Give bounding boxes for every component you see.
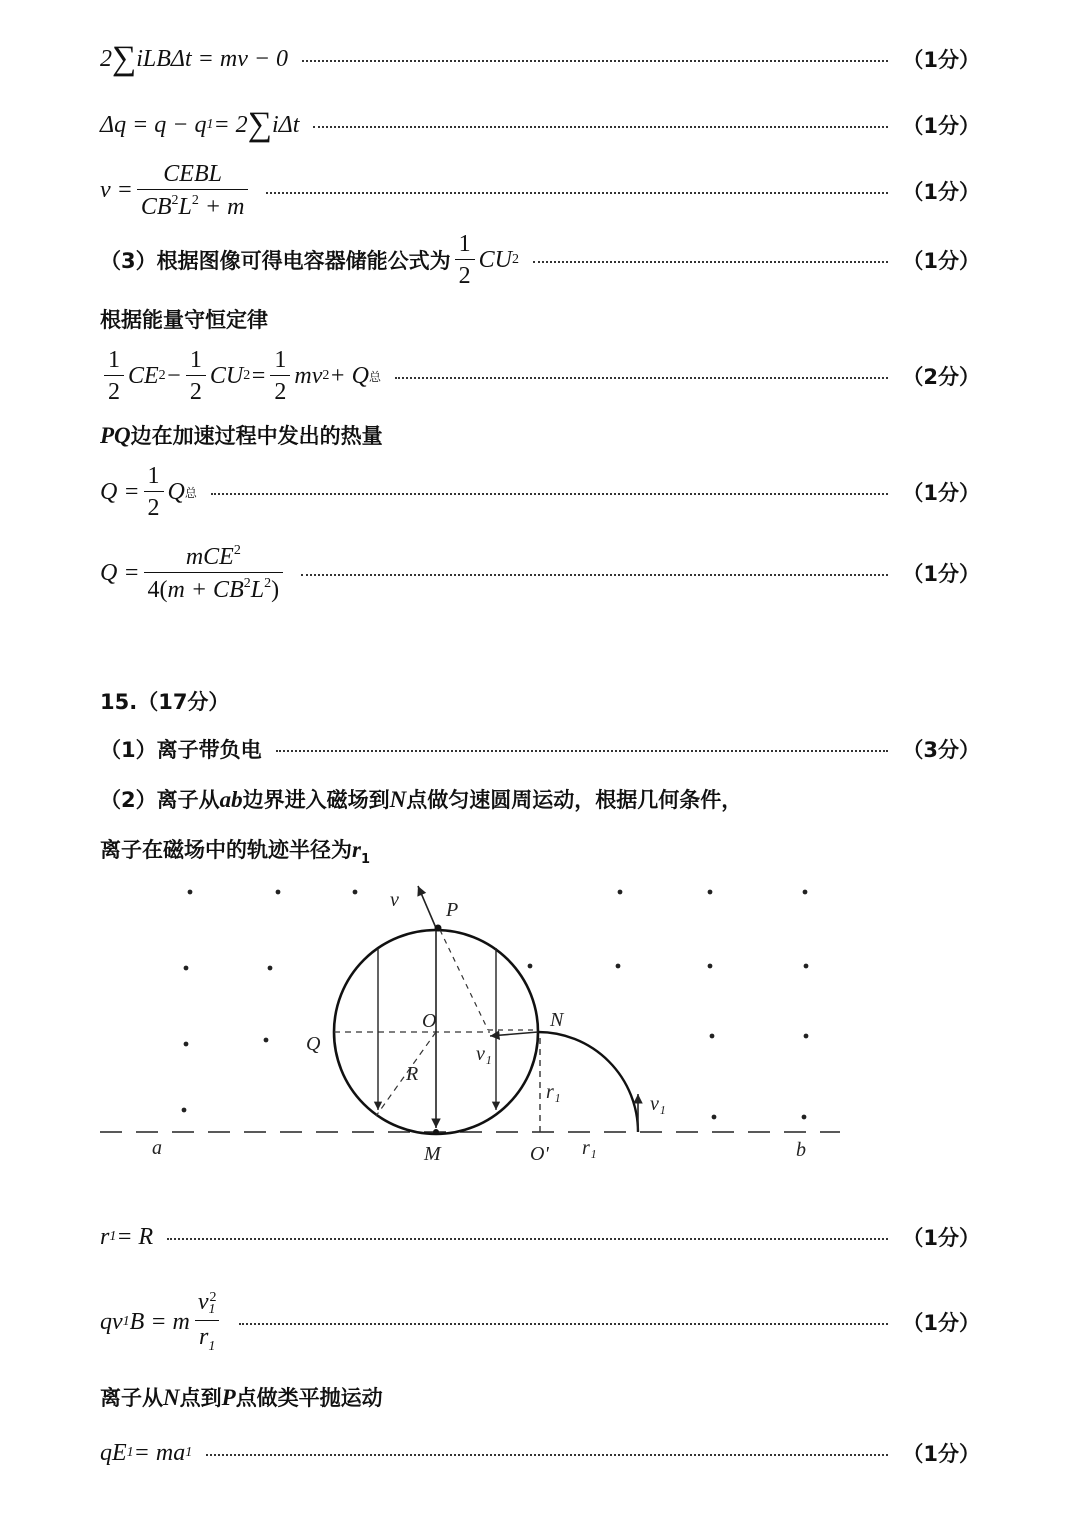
leader-dots xyxy=(395,377,888,379)
leader-dots xyxy=(266,192,888,194)
score-label: （1分） xyxy=(902,1311,980,1335)
text-heat: PQ边在加速过程中发出的热量 xyxy=(100,423,383,448)
equation-velocity xyxy=(100,162,980,219)
radius-heading xyxy=(100,834,980,867)
label-v1-out: v₁ xyxy=(650,1093,666,1115)
math-electric-force: qE 1 = ma 1 xyxy=(100,1439,193,1466)
text-question-15: 15.（17分） xyxy=(100,690,230,714)
leader-dots xyxy=(167,1238,888,1240)
question-15-heading xyxy=(100,686,980,716)
math-velocity: v = $\frac{\text{CEBL}}{CB^2L^2 + m}$ xyxy=(100,162,252,219)
math-radius: r 1 = R xyxy=(100,1223,154,1250)
equation-lorentz xyxy=(100,1290,980,1354)
label-b: b xyxy=(796,1139,806,1161)
text-ion-motion: （2）离子从ab边界进入磁场到N点做匀速圆周运动，根据几何条件， xyxy=(100,787,743,812)
text-energy-conservation: 根据能量守恒定律 xyxy=(100,308,268,332)
energy-conservation-heading xyxy=(100,304,980,334)
score-label: （1分） xyxy=(902,1442,980,1466)
leader-dots xyxy=(301,574,888,576)
ion-motion-line xyxy=(100,784,980,814)
math-impulse: 2 ∑ iLBΔt = mv − 0 xyxy=(100,40,289,77)
leader-dots xyxy=(211,493,888,495)
label-O-prime: O' xyxy=(530,1143,549,1165)
score-label: （3分） xyxy=(902,738,980,762)
equation-electric-force xyxy=(100,1438,980,1468)
math-lorentz: qv 1 B = m $\frac{v_1^2}{r_1}$ xyxy=(100,1290,225,1354)
equation-heat-final xyxy=(100,544,980,602)
score-label: （2分） xyxy=(902,365,980,389)
label-N: N xyxy=(550,1009,564,1031)
leader-dots xyxy=(302,60,888,62)
text-capacitor-energy: （3）根据图像可得电容器储能公式为 xyxy=(100,249,451,273)
text-ion-charge: （1）离子带负电 xyxy=(100,738,262,762)
score-label: （1分） xyxy=(902,481,980,505)
equation-radius xyxy=(100,1222,980,1252)
score-label: （1分） xyxy=(902,48,980,72)
label-R: R xyxy=(406,1063,419,1085)
label-a: a xyxy=(152,1137,162,1159)
score-label: （1分） xyxy=(902,562,980,586)
field-dots xyxy=(182,890,809,1120)
equation-charge xyxy=(100,106,980,144)
text-projectile: 离子从N点到P点做类平抛运动 xyxy=(100,1385,383,1410)
leader-dots xyxy=(239,1323,889,1325)
label-r1-horizontal: r₁ xyxy=(582,1137,597,1159)
math-energy: $\frac{1}{2}$ CE 2 − $\frac{1}{2}$ CU 2 = $\frac{1}{2}$ mv 2 + Q 总 xyxy=(100,348,381,404)
math-heat-half: Q = $\frac{1}{2}$ Q 总 xyxy=(100,463,197,521)
label-P: P xyxy=(446,899,459,921)
heat-heading xyxy=(100,420,980,450)
label-Q: Q xyxy=(306,1033,321,1055)
equation-energy xyxy=(100,348,980,404)
score-label: （1分） xyxy=(902,114,980,138)
leader-dots xyxy=(276,750,889,752)
trajectory-diagram xyxy=(90,870,850,1170)
math-capacitor-energy: $\frac{1}{2}$ CU 2 xyxy=(451,232,519,288)
equation-impulse xyxy=(100,40,980,78)
capacitor-energy-line xyxy=(100,232,980,288)
label-r1-vertical: r₁ xyxy=(546,1081,561,1103)
leader-dots xyxy=(313,126,888,128)
label-v: v xyxy=(390,889,399,911)
text-radius: 离子在磁场中的轨迹半径为$r_1$ xyxy=(100,837,370,867)
score-label: （1分） xyxy=(902,1226,980,1250)
leader-dots xyxy=(533,261,888,263)
score-label: （1分） xyxy=(902,179,980,204)
math-heat-final: Q = $\frac{mCE^2}{4(m + CB^2L^2)}$ xyxy=(100,544,287,602)
equation-heat-half xyxy=(100,464,980,520)
label-O: O xyxy=(422,1010,437,1032)
score-label: （1分） xyxy=(902,249,980,273)
label-M: M xyxy=(424,1143,441,1165)
label-v1-in: v₁ xyxy=(476,1043,492,1065)
projectile-heading xyxy=(100,1382,980,1412)
math-charge: Δq = q − q 1 = 2 ∑ iΔt xyxy=(100,106,300,143)
ion-charge-line xyxy=(100,734,980,764)
leader-dots xyxy=(206,1454,888,1456)
